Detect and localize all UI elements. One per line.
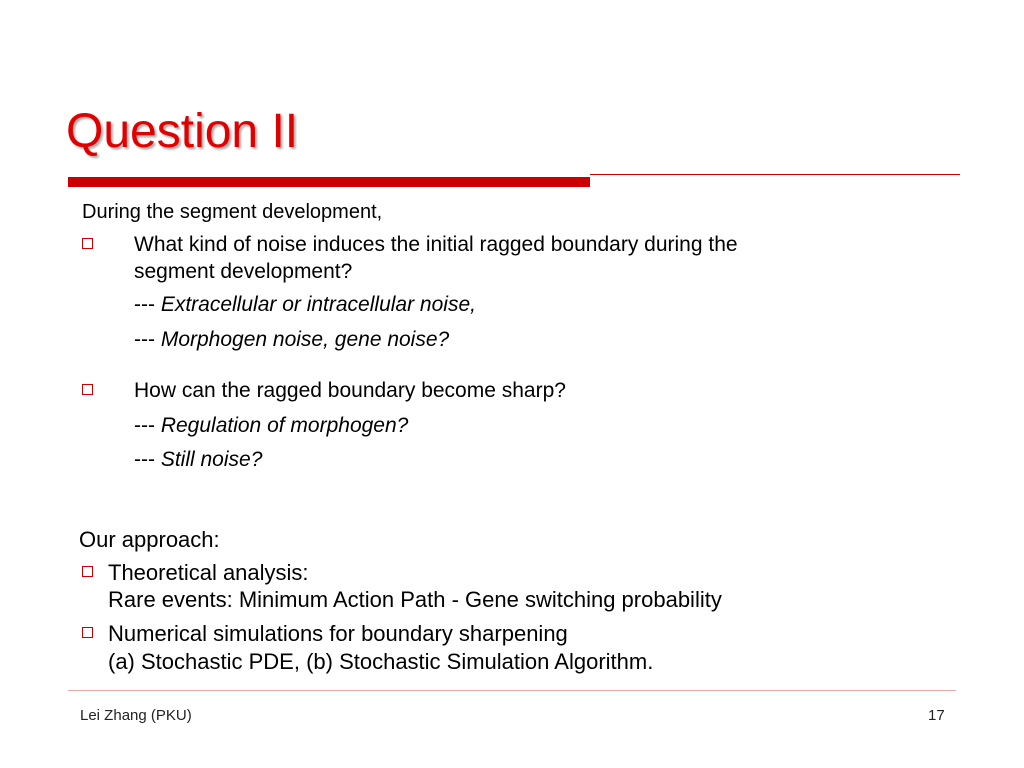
footer-divider — [68, 690, 956, 691]
approach-item-2-line-1: Numerical simulations for boundary sharpening — [108, 621, 568, 646]
question-1-answer-2 — [134, 326, 449, 353]
question-1-answer-1 — [134, 291, 476, 318]
intro-text: During the segment development, — [82, 201, 383, 223]
approach-item-2-line-2: (a) Stochastic PDE, (b) Stochastic Simulation Algorithm. — [108, 649, 654, 674]
slide-title: Question II — [66, 105, 299, 158]
dash-prefix: --- — [134, 448, 161, 471]
question-2-line-1: How can the ragged boundary become sharp? — [134, 379, 566, 402]
answer-text: Still noise? — [160, 448, 263, 471]
question-2-answer-2 — [134, 446, 262, 473]
title-underline-thick — [68, 177, 590, 187]
square-bullet-icon — [82, 566, 93, 577]
square-bullet-icon — [82, 384, 93, 395]
dash-prefix: --- — [134, 293, 161, 316]
square-bullet-icon — [82, 238, 93, 249]
page-number: 17 — [928, 707, 945, 724]
dash-prefix: --- — [134, 328, 161, 351]
answer-text: Extracellular or intracellular noise, — [160, 293, 476, 316]
square-bullet-icon — [82, 627, 93, 638]
dash-prefix: --- — [134, 414, 161, 437]
answer-text: Morphogen noise, gene noise? — [160, 328, 450, 351]
approach-item-1-line-1: Theoretical analysis: — [108, 560, 309, 585]
footer-author: Lei Zhang (PKU) — [80, 707, 192, 724]
question-2-answer-1 — [134, 412, 408, 439]
answer-text: Regulation of morphogen? — [160, 414, 409, 437]
approach-item-1-line-2: Rare events: Minimum Action Path - Gene switching probability — [108, 587, 722, 612]
question-1-line-1: What kind of noise induces the initial ragged boundary during the — [134, 233, 738, 256]
title-underline-thin — [590, 174, 960, 175]
approach-heading: Our approach: — [79, 527, 220, 552]
question-1-line-2: segment development? — [134, 260, 353, 283]
